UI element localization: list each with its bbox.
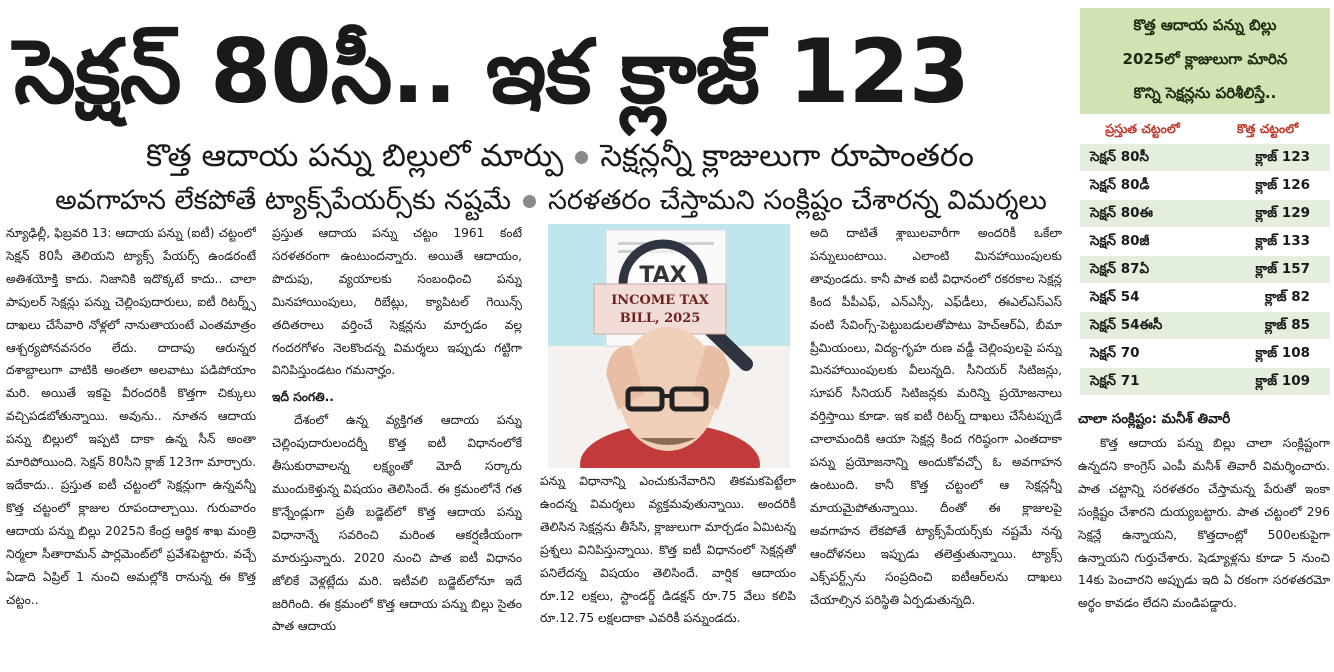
table-row <box>1080 144 1330 172</box>
sidebar-header <box>1080 8 1330 114</box>
sidebar-article <box>1078 432 1330 670</box>
section-cell: సెక్షన్ 80డీ <box>1090 177 1150 193</box>
table-row <box>1080 256 1330 284</box>
headline: సెక్షన్ 80సీ.. ఇక క్లాజ్ 123 <box>14 20 970 123</box>
bullet-dot-icon <box>575 151 588 164</box>
sign-tax-label: TAX <box>639 263 687 288</box>
article-column-2 <box>272 222 522 670</box>
clause-cell: క్లాజ్ 126 <box>1255 177 1310 193</box>
section-cell: సెక్షన్ 70 <box>1090 345 1140 361</box>
section-cell: సెక్షన్ 87ఏ <box>1090 261 1150 277</box>
subheading-1-part-2: సెక్షన్లన్నీ క్లాజులుగా రూపాంతరం <box>600 138 974 174</box>
column-header-current-law: ప్రస్తుత చట్టంలో <box>1105 121 1180 136</box>
article-column-4 <box>810 222 1062 670</box>
article-photo <box>548 224 790 468</box>
clause-cell: క్లాజ్ 133 <box>1255 233 1310 249</box>
clause-cell: క్లాజ్ 108 <box>1255 345 1310 361</box>
clause-cell: క్లాజ్ 82 <box>1264 289 1310 305</box>
table-row <box>1080 172 1330 200</box>
sign-bill-line-1: INCOME TAX <box>611 293 709 308</box>
section-clause-table <box>1080 144 1330 396</box>
clause-cell: క్లాజ్ 85 <box>1264 317 1310 333</box>
section-cell: సెక్షన్ 54ఈసీ <box>1090 317 1163 333</box>
table-row <box>1080 368 1330 396</box>
article-paragraph: కొత్త ఆదాయ పన్ను బిల్లు చాలా సంక్లిష్టంగా ఉన్నదని కాంగ్రెస్ ఎంపీ మనీశ్ తివారీ విమర్శించారు. పాత చట్టాన్ని సరళతరం చేస్తామన్న పేరుతో ఇంకా సంక్లిష్టం చేశారని దుయ్యబట్టారు. పాత చట్టంలో 296 సెక్షన్లే ఉన్నాయని, కొత్తదాంట్లో 500లకుపైగా ఉన్నాయని గుర్తుచేశారు. షెడ్యూళ్లను కూడా 5 నుంచి 14కు పెంచారని అప్పుడు ఇది ఏ రకంగా సరళతరమో అర్థం కావడం లేదని మండిపడ్డారు. <box>1078 436 1330 611</box>
subheading-2 <box>28 180 1074 222</box>
clause-cell: క్లాజ్ 157 <box>1255 261 1310 277</box>
section-cell: సెక్షన్ 80ఈ <box>1090 205 1153 221</box>
sign-bill-line-2: BILL, 2025 <box>619 311 701 326</box>
article-paragraph: దేశంలో ఉన్న వ్యక్తిగత ఆదాయ పన్ను చెల్లింపుదారులందర్నీ కొత్త ఐటీ విధానంలోకే తీసుకురావాలన్న లక్ష్యంతో మోదీ సర్కారు ముందుకెళ్తున్న విషయం తెలిసిందే. ఈ క్రమంలోనే గత కొన్నేండ్లుగా ప్రతీ బడ్జెట్‌లో కొత్త ఆదాయ పన్ను విధానాన్నే సవరించి మరింత ఆకర్షణీయంగా మారుస్తున్నారు. 2020 నుంచి పాత ఐటీ విధానం జోలికే వెళ్లట్లేదు మరి. ఇటీవలి బడ్జెట్‌లోనూ ఇదే జరిగింది. ఈ క్రమంలో కొత్త ఆదాయ పన్ను బిల్లు సైతం పాత ఆదాయ <box>272 413 522 634</box>
article-column-3 <box>540 470 796 670</box>
subheading-2-part-1: అవగాహన లేకపోతే ట్యాక్స్‌పేయర్స్‌కు నష్టమే <box>55 185 511 216</box>
table-row <box>1080 340 1330 368</box>
subheading-2-part-2: సరళతరం చేస్తామని సంక్లిష్టం చేశారన్న విమర్శలు <box>547 185 1047 216</box>
article-paragraph: ప్రస్తుత ఆదాయ పన్ను చట్టం 1961 కంటే సరళతరంగా ఉంటుందన్నారు. అయితే ఆదాయం, పొదుపు, వ్యయాలకు సంబంధించి పన్ను మినహాయింపులు, రిబేట్లు, క్యాపిటల్ గెయిన్స్ తదితరాలు వర్తించే సెక్షన్లను మార్పడం వల్ల గందరగోళం నెలకొందన్న విమర్శలు ఇప్పుడు గట్టిగా వినిపిస్తుండటం గమనార్హం. <box>272 226 522 378</box>
article-paragraph: అది దాటితే శ్లాబులవారీగా అందరికీ ఒకేలా పన్నులుంటాయి. ఎలాంటి మినహాయింపులకు తావుండదు. కానీ పాత ఐటీ విధానంలో రకరకాల సెక్షన్ల కింద పీపీఎఫ్, ఎన్ఎస్సీ, ఎఫ్‌డీలు, ఈఎల్ఎస్ఎస్ వంటి సేవింగ్స్-పెట్టుబడులతోపాటు హెచ్ఆర్ఏ, బీమా ప్రీమియంలు, విద్య-గృహ రుణ వడ్డీ చెల్లింపులపై పన్ను మినహాయింపులకు వీలున్నది. సీనియర్ సిటిజన్లు, సూపర్ సీనియర్ సిటిజన్లకు మరిన్ని ప్రయోజనాలు వర్తిస్తాయి కూడా. ఇక ఐటీ రిటర్న్ దాఖలు చేసేటప్పుడే చాలామందికి ఆయా సెక్షన్ల కింద గరిష్ఠంగా ఎంతదాకా పన్ను ప్రయోజనాన్ని అందుకోవచ్చో ఓ అవగాహన ఉంటుంది. కానీ కొత్త చట్టంలో ఆ సెక్షన్లన్నీ మాయమైపోతున్నాయి. దీంతో ఈ క్లాజులపై అవగాహన లేకపోతే ట్యాక్స్‌పేయర్స్‌కు నష్టమే నన్న ఆందోళనలు ఇప్పుడు తలెత్తుతున్నాయి. ట్యాక్స్ ఎక్స్‌పర్ట్స్‌ను సంప్రదించి ఐటీఆర్‌లను దాఖలు చేయాల్సిన పరిస్థితి ఏర్పడుతున్నది. <box>810 226 1062 607</box>
clause-cell: క్లాజ్ 123 <box>1255 149 1310 165</box>
subheading-1-part-1: కొత్త ఆదాయ పన్ను బిల్లులో మార్పు <box>146 138 564 174</box>
sidebar-byline: చాలా సంక్లిష్టం: మనీశ్ తివారీ <box>1078 411 1231 427</box>
sidebar-header-line: 2025లో క్లాజులుగా మారిన <box>1122 50 1288 68</box>
column-header-new-law: కొత్త చట్టంలో <box>1236 121 1299 136</box>
subheading-1 <box>60 132 1060 180</box>
article-column-1 <box>6 222 256 670</box>
sidebar-header-line: కొన్ని సెక్షన్లను పరిశీలిస్తే.. <box>1133 84 1277 102</box>
article-paragraph: న్యూఢిల్లీ, ఫిబ్రవరి 13: ఆదాయ పన్ను (ఐటీ) చట్టంలో సెక్షన్ 80సీ తెలియని ట్యాక్స్ పేయర్స్ ఉండరంటే అతిశయోక్తి కాదు. నిజానికి ఇదొక్కటే కాదు.. చాలా పాపులర్ సెక్షన్లు పన్ను చెల్లింపుదారులు, ఐటీ రిటర్న్స్ దాఖలు చేసేవారి నోళ్లలో నానుతాయంటే ఎంతమాత్రం ఆశ్చర్యపోనవసరం లేదు. దాదాపు ఆరున్నర దశాబ్దాలుగా వాటికి అంతలా అలవాటు పడిపోయాం మరి. అయితే ఇకపై వీరందరికీ కొత్తగా చిక్కులు వచ్చిపడబోతున్నాయి. అవును.. నూతన ఆదాయ పన్ను బిల్లులో ఇప్పటి దాకా ఉన్న సీన్ అంతా మారిపోయింది. సెక్షన్ 80సీని క్లాజ్ 123గా మార్చారు. ఇదేకాదు.. ప్రస్తుత ఐటీ చట్టంలో సెక్షన్లుగా ఉన్నవన్నీ కొత్త చట్టంలో క్లాజుల రూపందాల్చాయి. గురువారం ఆదాయ పన్ను బిల్లు 2025ని కేంద్ర ఆర్థిక శాఖ మంత్రి నిర్మలా సీతారామన్ పార్లమెంట్‌లో ప్రవేశపెట్టారు. వచ్చే ఏడాది ఏప్రిల్ 1 నుంచి అమల్లోకి రానున్న ఈ కొత్త చట్టం.. <box>6 226 256 607</box>
table-row <box>1080 284 1330 312</box>
tax-bill-illustration <box>548 224 790 468</box>
table-row <box>1080 228 1330 256</box>
article-paragraph: పన్ను విధానాన్ని ఎంచుకునేవారిని తికమకపెట్టేలా ఉందన్న విమర్శలు వ్యక్తమవుతున్నాయి. అందరికీ తెలిసిన సెక్షన్లను తీసేసి, క్లాజులుగా మార్చడం ఏమిటన్న ప్రశ్నలు వినిపిస్తున్నాయి. కొత్త ఐటీ విధానంలో సెక్షన్లతో పనిలేదన్న విషయం తెలిసిందే. వార్షిక ఆదాయం రూ.12 లక్షలు, స్టాండర్డ్ డిడక్షన్ రూ.75 వేలు కలిపి రూ.12.75 లక్షలదాకా ఎవరికీ పన్నుండదు. <box>540 474 796 626</box>
table-row <box>1080 312 1330 340</box>
sidebar-table-header <box>1080 114 1330 144</box>
section-cell: సెక్షన్ 80సీ <box>1090 149 1149 165</box>
bullet-dot-icon <box>523 195 536 208</box>
article-subheading: ఇదీ సంగతి.. <box>272 390 334 405</box>
section-cell: సెక్షన్ 54 <box>1090 289 1140 305</box>
section-cell: సెక్షన్ 71 <box>1090 373 1140 389</box>
clause-cell: క్లాజ్ 129 <box>1255 205 1310 221</box>
sidebar-header-line: కొత్త ఆదాయ పన్ను బిల్లు <box>1133 16 1277 34</box>
table-row <box>1080 200 1330 228</box>
clause-cell: క్లాజ్ 109 <box>1255 373 1310 389</box>
section-cell: సెక్షన్ 80జీ <box>1090 233 1150 249</box>
